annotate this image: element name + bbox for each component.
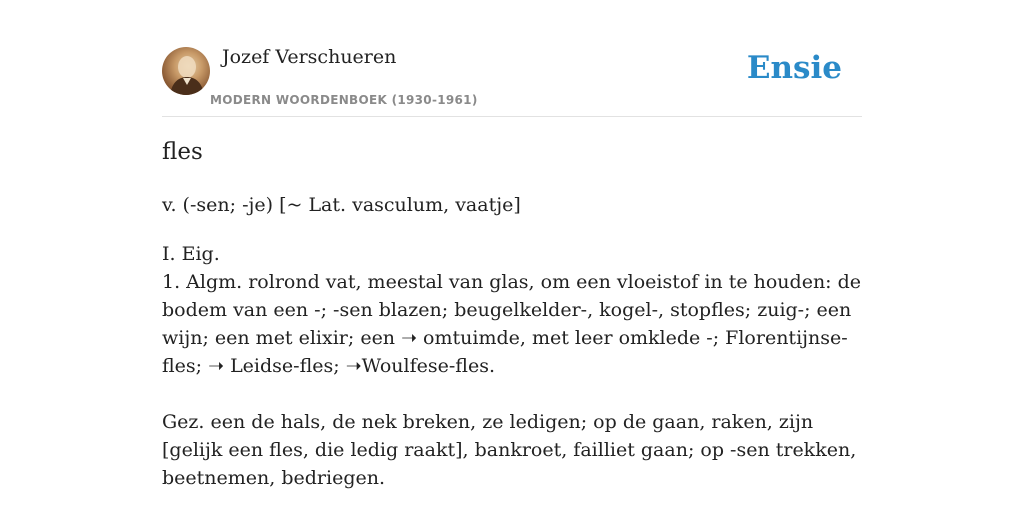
sense-1: 1. Algm. rolrond vat, meestal van glas, om een vloeistof in te houden: de bodem van een -; -sen blazen; beugelkelder-, kogel-, stopfles; zuig-; een wijn; een met elixir; een ➝ omtuimde, met leer omklede -; Florentijnse-fles; ➝ Leidse-fles; ➝Woulfese-fles. [162,271,862,377]
author-portrait-icon [162,47,210,95]
grammar-info: v. (-sen; -je) [~ Lat. vasculum, vaatje] [162,194,521,216]
source-title[interactable]: MODERN WOORDENBOEK (1930-1961) [210,93,478,107]
section-label: I. Eig. [162,243,220,265]
expressions: Gez. een de hals, de nek breken, ze ledigen; op de gaan, raken, zijn [gelijk een fles, die ledig raakt], bankroet, failliet gaan; op -sen trekken, beetnemen, bedriegen. [162,411,857,489]
entry-header [162,0,862,117]
definition-body [162,240,862,492]
author-avatar[interactable] [162,47,210,95]
ensie-logo[interactable]: Ensie [746,50,842,86]
author-name[interactable]: Jozef Verschueren [222,46,397,68]
entry-term: fles [162,139,203,165]
page-content [162,0,862,489]
paragraph-gap [162,380,862,408]
